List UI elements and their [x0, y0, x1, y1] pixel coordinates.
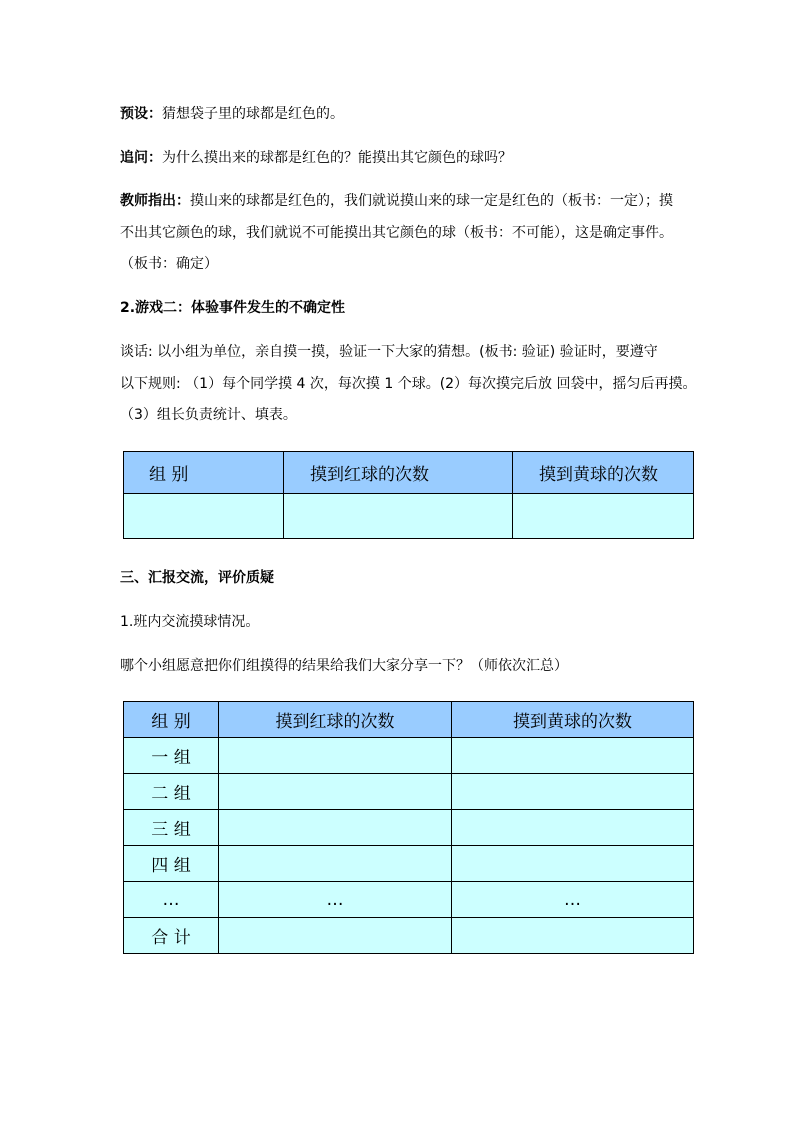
table-cell: …	[452, 882, 694, 918]
para-talk-line1: 谈话: 以小组为单位，亲自摸一摸，验证一下大家的猜想。(板书: 验证) 验证时，要遵守	[120, 344, 658, 360]
table-cell[interactable]	[124, 494, 284, 539]
row-label: 一 组	[124, 738, 219, 774]
table-cell[interactable]	[219, 774, 452, 810]
header-group: 组 别	[124, 702, 219, 738]
table-row	[124, 494, 694, 539]
para-class-exchange: 1.班内交流摸球情况。	[120, 614, 260, 630]
header-group: 组 别	[124, 452, 284, 494]
preset-text: 猜想袋子里的球都是红色的。	[162, 106, 344, 122]
table-cell[interactable]	[219, 918, 452, 954]
table-cell[interactable]	[452, 846, 694, 882]
header-yellow-count: 摸到黄球的次数	[452, 702, 694, 738]
table-cell[interactable]	[219, 738, 452, 774]
table-header-row	[124, 702, 694, 738]
para-talk-line2: 以下规则: （1）每个同学摸 4 次，每次摸 1 个球。(2）每次摸完后放 回袋中，摇匀后再摸。	[120, 376, 697, 392]
preset-label: 预设：	[120, 106, 162, 122]
table-cell: …	[219, 882, 452, 918]
row-label: 合 计	[124, 918, 219, 954]
followup-label: 追问：	[120, 150, 162, 166]
table-cell[interactable]	[284, 494, 513, 539]
heading-game-two: 2.游戏二：体验事件发生的不确定性	[120, 300, 346, 316]
table-cell[interactable]	[452, 774, 694, 810]
table-row	[124, 846, 694, 882]
para-teacher-note-line1	[120, 191, 700, 211]
header-yellow-count: 摸到黄球的次数	[513, 452, 694, 494]
teacher-note-text-1: 摸山来的球都是红色的，我们就说摸山来的球一定是红色的（板书：一定）；摸	[190, 193, 673, 209]
para-talk-line3: （3）组长负责统计、填表。	[120, 407, 297, 423]
table-cell[interactable]	[513, 494, 694, 539]
row-label: 三 组	[124, 810, 219, 846]
para-followup	[120, 148, 700, 168]
table-header-row	[124, 452, 694, 494]
para-preset	[120, 104, 700, 124]
header-red-count: 摸到红球的次数	[284, 452, 513, 494]
table-row	[124, 774, 694, 810]
heading-report: 三、汇报交流，评价质疑	[120, 570, 274, 586]
tally-table-2	[123, 701, 694, 954]
para-teacher-note-line2: 不出其它颜色的球，我们就说不可能摸出其它颜色的球（板书：不可能），这是确定事件。	[120, 225, 673, 241]
table-cell[interactable]	[219, 810, 452, 846]
table-cell[interactable]	[219, 846, 452, 882]
row-label: …	[124, 882, 219, 918]
table-row	[124, 918, 694, 954]
para-share-question: 哪个小组愿意把你们组摸得的结果给我们大家分享一下？（师依次汇总）	[120, 658, 568, 674]
table-row	[124, 882, 694, 918]
followup-text: 为什么摸出来的球都是红色的？能摸出其它颜色的球吗？	[162, 150, 512, 166]
table-cell[interactable]	[452, 918, 694, 954]
table-cell[interactable]	[452, 810, 694, 846]
teacher-note-label: 教师指出：	[120, 193, 190, 209]
tally-table-1	[123, 451, 694, 539]
header-red-count: 摸到红球的次数	[219, 702, 452, 738]
para-teacher-note-line3: （板书：确定）	[120, 256, 218, 272]
row-label: 二 组	[124, 774, 219, 810]
table-row	[124, 738, 694, 774]
table-cell[interactable]	[452, 738, 694, 774]
table-row	[124, 810, 694, 846]
row-label: 四 组	[124, 846, 219, 882]
